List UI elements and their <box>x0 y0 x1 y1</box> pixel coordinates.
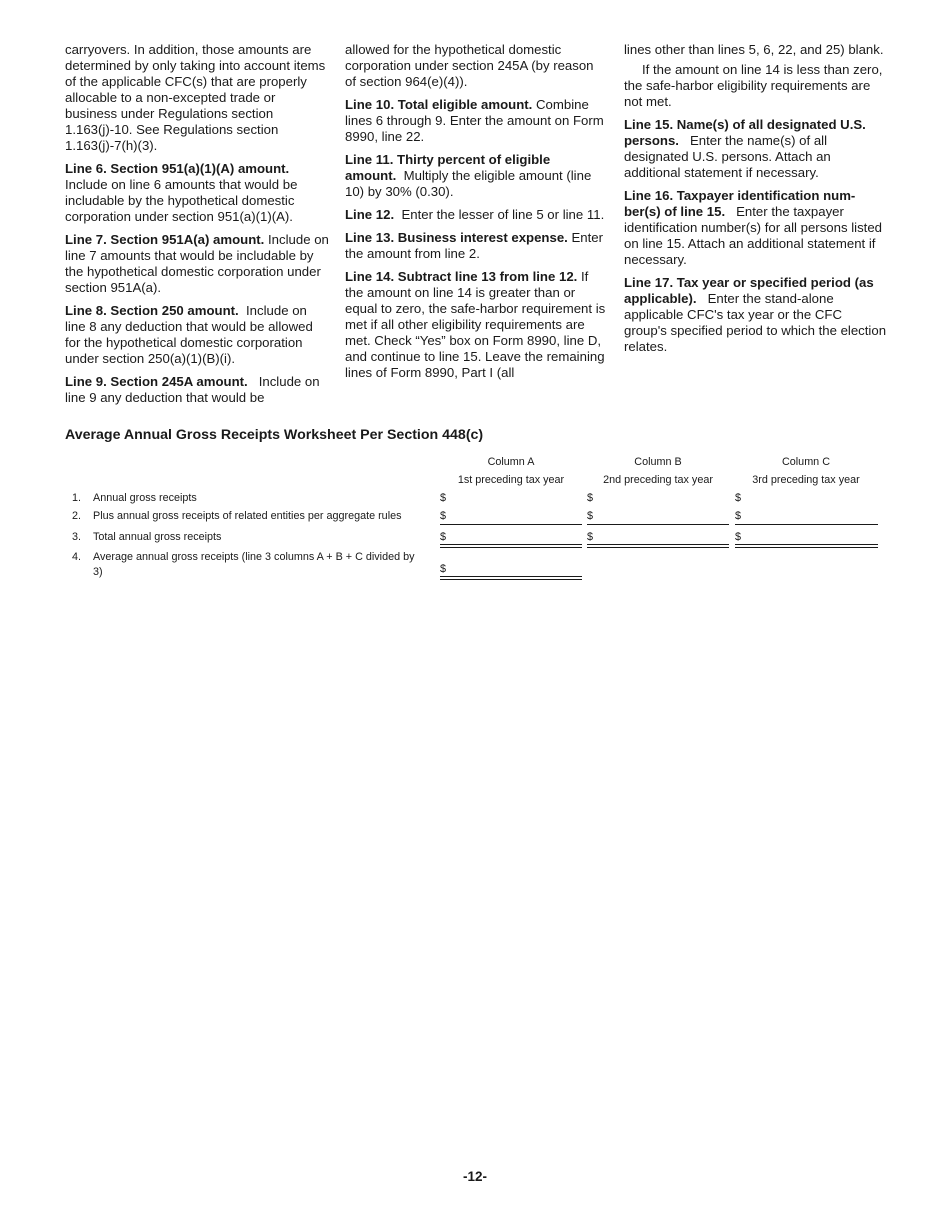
row-number: 1. <box>72 492 82 504</box>
row-label: Total annual gross receipts <box>93 531 222 543</box>
paragraph: Line 17. Tax year or specified period (as applicable). Enter the stand-alone applicable CFC's tax year or the CFC group's specified period to which the election relates. <box>624 275 887 354</box>
paragraph: Line 13. Business interest expense. Enter the amount from line 2. <box>345 230 604 261</box>
row-label: Average annual gross receipts (line 3 columns A + B + C divided by <box>93 551 415 563</box>
column-b-subheader: 2nd preceding tax year <box>603 474 713 486</box>
line-heading: Line 15. Name(s) of all designated U.S. persons. <box>624 117 866 148</box>
paragraph: Line 10. Total eligible amount. Combine lines 6 through 9. Enter the amount on Form 8990, line 22. <box>345 97 604 144</box>
line-heading: Line 17. Tax year or specified period (as applicable). <box>624 275 874 306</box>
paragraph: Line 8. Section 250 amount. Include on line 8 any deduction that would be allowed for the hypothetical domestic corporation under section 250(a)(1)(B)(i). <box>65 303 313 366</box>
column-a-subheader: 1st preceding tax year <box>457 474 565 486</box>
underline <box>735 524 878 525</box>
paragraph: Line 11. Thirty percent of eligible amount. Multiply the eligible amount (line 10) by 30% (0.30). <box>345 152 592 199</box>
double-underline <box>587 544 729 548</box>
text-column-3 <box>624 42 888 362</box>
row-2-col-b-field[interactable]: $ <box>587 510 594 522</box>
double-underline <box>440 576 582 580</box>
paragraph: allowed for the hypothetical domestic corporation under section 245A (by reason of section 964(e)(4)). <box>345 42 594 89</box>
line-heading: Line 16. Taxpayer identification num-ber(s) of line 15. <box>624 188 856 219</box>
paragraph: Line 16. Taxpayer identification num-ber(s) of line 15. Enter the taxpayer identification number(s) for all persons listed on line 15. Attach an additional statement if necessary. <box>624 188 883 267</box>
double-underline <box>440 544 582 548</box>
row-label: Annual gross receipts <box>93 492 197 504</box>
double-underline <box>735 544 878 548</box>
line-heading: Line 7. Section 951A(a) amount. <box>65 232 265 247</box>
line-heading: Line 13. Business interest expense. <box>345 230 568 245</box>
line-heading: Line 8. Section 250 amount. <box>65 303 239 318</box>
underline <box>587 524 729 525</box>
line-heading: Line 12. <box>345 207 395 222</box>
column-b-header: Column B <box>634 456 682 468</box>
paragraph: Line 15. Name(s) of all designated U.S. persons. Enter the name(s) of all designated U.S. persons. Attach an additional statement if necessary. <box>624 117 866 180</box>
row-number: 2. <box>72 510 82 522</box>
row-2-col-a-field[interactable]: $ <box>440 510 447 522</box>
row-label-continued: 3) <box>93 566 103 578</box>
line-heading: Line 9. Section 245A amount. <box>65 374 248 389</box>
row-1-col-a-field[interactable]: $ <box>440 492 447 504</box>
worksheet-title: Average Annual Gross Receipts Worksheet Per Section 448(c) <box>65 427 484 443</box>
paragraph: carryovers. In addition, those amounts are determined by only taking into account items of the applicable CFC(s) that are properly allocable to a non-excepted trade or business under Regulations section 1.163(j)-10. See Regulations section 1.163(j)-7(h)(3). <box>65 42 326 153</box>
row-number: 3. <box>72 531 82 543</box>
paragraph: Line 14. Subtract line 13 from line 12. If the amount on line 14 is greater than or equal to zero, the safe-harbor requirement is met if all other eligibility requirements are met. Check “Yes” box on Form 8990, line D, and continue to line 15. Leave the remaining lines of Form 8990, Part I (all <box>345 269 606 380</box>
row-number: 4. <box>72 551 82 563</box>
line-heading: Line 14. Subtract line 13 from line 12. <box>345 269 578 284</box>
paragraph: Line 9. Section 245A amount. Include on line 9 any deduction that would be <box>65 374 320 405</box>
row-label: Plus annual gross receipts of related entities per aggregate rules <box>93 510 402 522</box>
row-1-col-b-field[interactable]: $ <box>587 492 594 504</box>
paragraph: Line 7. Section 951A(a) amount. Include on line 7 amounts that would be includable by the hypothetical domestic corporation under section 951A(a). <box>65 232 329 295</box>
paragraph: lines other than lines 5, 6, 22, and 25) blank. <box>624 42 884 57</box>
column-a-header: Column A <box>487 456 535 468</box>
row-4-col-a-field[interactable]: $ <box>440 563 447 575</box>
paragraph: Line 6. Section 951(a)(1)(A) amount. Include on line 6 amounts that would be includable by the hypothetical domestic corporation under section 951(a)(1)(A). <box>65 161 298 224</box>
underline <box>440 524 582 525</box>
row-2-col-c-field[interactable]: $ <box>735 510 742 522</box>
column-c-subheader: 3rd preceding tax year <box>752 474 860 486</box>
paragraph: Line 12. Enter the lesser of line 5 or line 11. <box>345 207 605 222</box>
line-heading: Line 11. Thirty percent of eligible amount. <box>345 152 551 183</box>
page-number: -12- <box>462 1169 487 1184</box>
line-heading: Line 10. Total eligible amount. <box>345 97 533 112</box>
row-1-col-c-field[interactable]: $ <box>735 492 742 504</box>
row-3-col-a-field[interactable]: $ <box>440 531 447 543</box>
row-3-col-c-field[interactable]: $ <box>735 531 742 543</box>
paragraph: If the amount on line 14 is less than zero, the safe-harbor eligibility requirements are not met. <box>624 62 883 109</box>
column-c-header: Column C <box>781 456 830 468</box>
text-column-2 <box>345 42 607 388</box>
row-3-col-b-field[interactable]: $ <box>587 531 594 543</box>
text-column-1 <box>65 42 330 413</box>
line-heading: Line 6. Section 951(a)(1)(A) amount. <box>65 161 290 176</box>
